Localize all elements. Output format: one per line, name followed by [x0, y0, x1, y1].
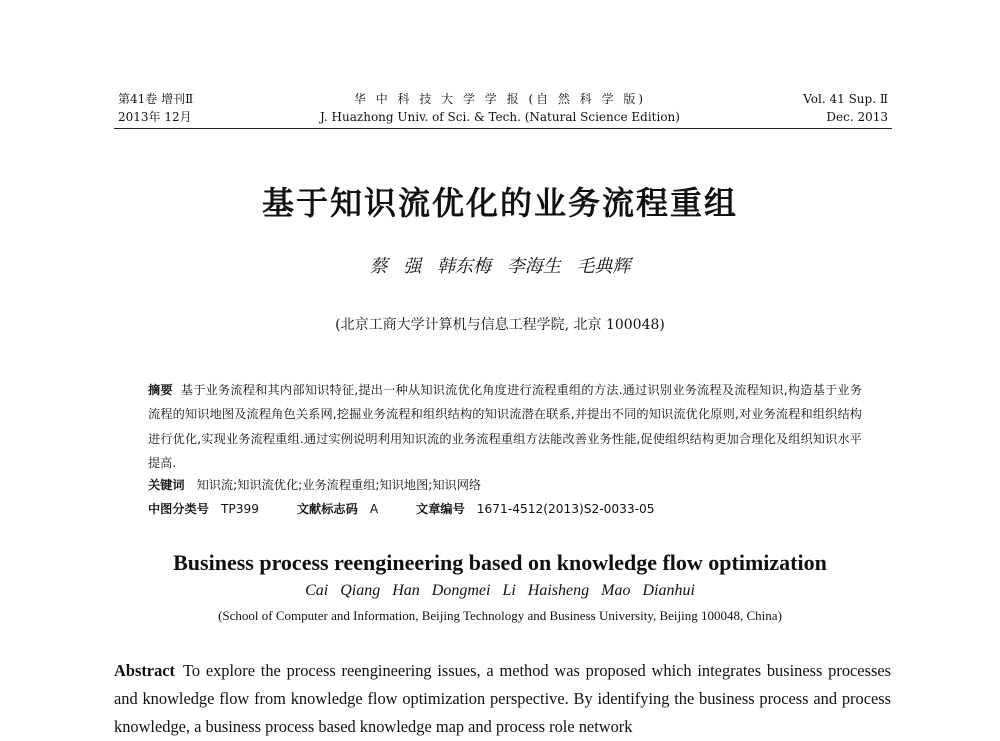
- paper-title-en: Business process reengineering based on knowledge flow optimization: [173, 550, 827, 575]
- abstract-cn: [148, 378, 862, 475]
- abstract-cn-label: 摘要: [148, 383, 173, 397]
- keywords-cn-text: 知识流;知识流优化;业务流程重组;知识地图;知识网络: [196, 478, 482, 492]
- running-header-center: [250, 90, 750, 126]
- abstract-en-text: To explore the process reengineering issues, a method was proposed which integrates business processes and knowledge flow from knowledge flow optimization perspective. By identifying the business process and process knowledge, a business process based knowledge map and process role network: [114, 661, 891, 736]
- article-no-value: 1671-4512(2013)S2-0033-05: [476, 502, 655, 516]
- date-en: Dec. 2013: [826, 110, 888, 124]
- classification-line: [148, 500, 655, 517]
- affiliation-cn: (北京工商大学计算机与信息工程学院, 北京 100048): [335, 317, 665, 333]
- abstract-cn-text: 基于业务流程和其内部知识特征,提出一种从知识流优化角度进行流程重组的方法.通过识别业务流程及流程知识,构造基于业务流程的知识地图及流程角色关系网,挖掘业务流程和组织结构的知识流潜在联系,并提出不同的知识流优化原则,对业务流程和组织结构进行优化,实现业务流程重组.通过实例说明利用知识流的业务流程重组方法能改善业务性能,促使组织结构更加合理化及组织知识水平提高.: [148, 383, 863, 470]
- journal-name-en: J. Huazhong Univ. of Sci. & Tech. (Natural Science Edition): [320, 110, 680, 124]
- doc-code-value: A: [369, 502, 379, 516]
- running-header-left: [118, 90, 193, 126]
- journal-name-cn: 华 中 科 技 大 学 学 报 (自 然 科 学 版): [353, 92, 647, 106]
- affiliation-en: (School of Computer and Information, Beijing Technology and Business University, Beijing 100048, China): [218, 608, 782, 623]
- abstract-en: [114, 657, 891, 741]
- paper-title-cn: 基于知识流优化的业务流程重组: [261, 184, 738, 222]
- authors-en: Cai Qiang Han Dongmei Li Haisheng Mao Dianhui: [305, 582, 695, 599]
- clc-value: TP399: [220, 502, 259, 516]
- authors-cn: 蔡 强 韩东梅 李海生 毛典辉: [369, 256, 631, 277]
- volume-issue: 第41卷 增刊Ⅱ: [118, 92, 194, 106]
- article-no-label: 文章编号: [416, 502, 465, 516]
- clc-label: 中图分类号: [148, 502, 209, 516]
- keywords-cn: [148, 476, 481, 493]
- doc-code-label: 文献标志码: [296, 502, 358, 516]
- abstract-en-label: Abstract: [114, 661, 175, 680]
- running-header-right: [803, 90, 888, 126]
- keywords-cn-label: 关键词: [148, 478, 185, 492]
- volume-en: Vol. 41 Sup. Ⅱ: [803, 92, 888, 106]
- year-month: 2013年 12月: [118, 110, 192, 124]
- header-rule: [114, 128, 892, 129]
